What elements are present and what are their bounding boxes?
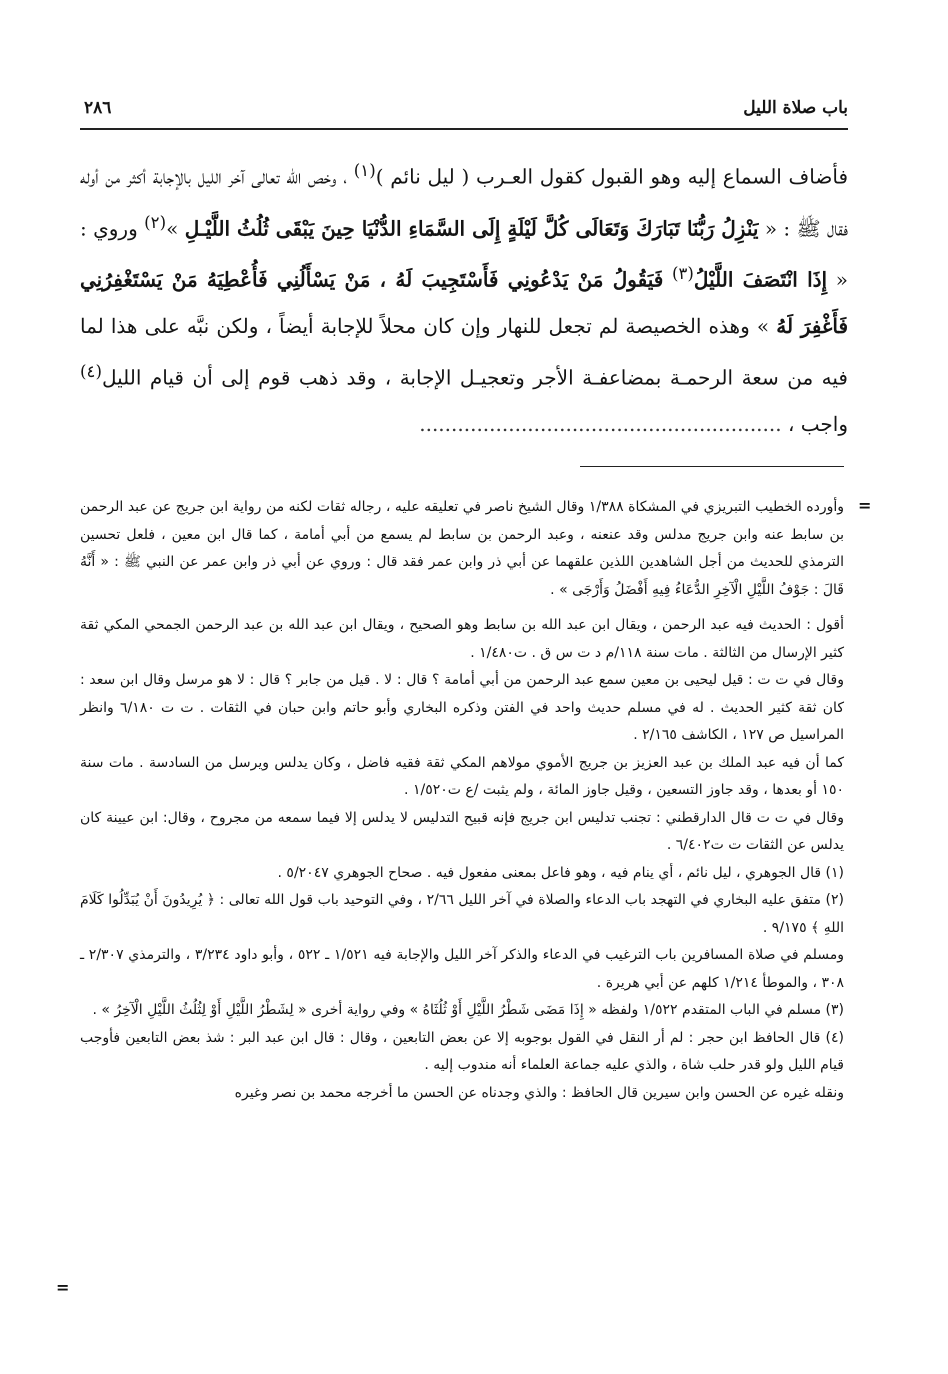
main-text (80, 148, 848, 447)
main-text-segment: واجب ، (787, 411, 848, 436)
main-text-segment: فأضاف السماع إليه وهو القبول كقول العـرب ( ليل نائم ) (375, 164, 849, 189)
hadith-quote: يَنْزِلُ رَبُّنَا تَبَارَكَ وَتَعَالَى كُلَّ لَيْلَةٍ إِلَى السَّمَاءِ الدُّنْيَا حِينَ يَبْقَى ثُلُثُ اللَّيْـلِ (184, 216, 759, 241)
footnote-marker-4: (٤) (80, 361, 102, 381)
footnote-paragraph: ومسلم في صلاة المسافرين باب الترغيب في الدعاء والذكر آخر الليل والإجابة فيه ١/٥٢١ ـ ٥٢٢ ، وأبو داود ٣/٢٣٤ ، والترمذي ٢/٣٠٧ ـ ٣٠٨ ، والموطأ ١/٢١٤ كلهم عن أبي هريرة . (80, 947, 844, 991)
footnote-4: (٤) قال الحافظ ابن حجر : لم أر النقل في القول بوجوبه إلا عن بعض التابعين ، وقال : قال ابن عبد البر : شذ بعض التابعين فأوجب قيام الليل ولو قدر حلب شاة ، والذي عليه جماعة العلماء أنه مندوب إليه . (80, 1029, 844, 1073)
footnote-2: (٢) متفق عليه البخاري في التهجد باب الدعاء والصلاة في آخر الليل ٢/٦٦ ، وفي التوحيد باب قول الله تعالى : ﴿ يُرِيدُونَ أَنْ يُبَدِّلُوا كَلَامَ اللهِ ﴾ ٩/١٧٥ . (80, 892, 844, 936)
footnote-paragraph: كما أن فيه عبد الملك بن عبد العزيز بن جريج الأموي مولاهم المكي ثقة فقيه فاضل ، وكان يدلس ويرسل من السادسة . مات سنة ١٥٠ أو بعدها ، وقد جاوز التسعين ، وقيل جاوز المائة ، ولم يثبت /ع ت١/٥٢٠ . (80, 754, 844, 798)
footnotes (80, 494, 844, 1107)
continuation-mark-bottom: = (56, 1278, 70, 1297)
footnote-paragraph: أقول : الحديث فيه عبد الرحمن ، ويقال ابن عبد الله بن سابط وهو الصحيح ، ويقال ابن عبد الله بن عبد الرحمن الجمحي المكي ثقة كثير الإرسال من الثالثة . مات سنة ١١٨/م د ت س ق . ت١/٤٨٠ . (80, 617, 844, 661)
footnote-paragraph: وأورده الخطيب التبريزي في المشكاة ١/٣٨٨ وقال الشيخ ناصر في تعليقه عليه ، رجاله ثقات لكنه من رواية ابن جريج عن عبد الرحمن بن سابط عنه وابن جريج مدلس وقد عنعنه ، وعبد الرحمن بن سابط لم يسمع من أبي أمامة ، كما قال ابن معين ، فلعل تحسين الترمذي للحديث من أجل الشاهدين اللذين علقهما عن أبي ذر وابن عمر فقد قال : وروي عن أبي ذر وابن عمر عن النبي ﷺ : « أَنَّهُ قَالَ : جَوْفُ اللَّيْلِ الْآخِرِ الدُّعَاءُ فِيهِ أَفْضَلُ وَأَرْجَى » . (80, 499, 844, 598)
hadith-quote: فَيَقُولُ مَنْ يَدْعُونِي فَأَسْتَجِيبَ لَهُ ، مَنْ يَسْأَلُنِي فَأُعْطِيَهُ مَنْ يَسْتَغْفِرُنِي فَأَغْفِرَ لَهُ (80, 267, 849, 338)
main-paragraph (80, 148, 848, 447)
running-header (80, 96, 848, 126)
footnote-1: (١) قال الجوهري ، ليل نائم ، أي ينام فيه ، وهو فاعل بمعنى مفعول فيه . صحاح الجوهري ٥/٢٠٤٧ . (277, 864, 844, 881)
main-text-segment: » (166, 216, 179, 241)
continuation-mark-top: = (858, 496, 872, 515)
footnote-paragraph: ونقله غيره عن الحسن وابن سيرين قال الحافظ : والذي وجدناه عن الحسن ما أخرجه محمد بن نصر وغيره (234, 1084, 844, 1101)
chapter-title: باب صلاة الليل (743, 98, 848, 118)
hadith-quote: إِذَا انْتَصَفَ اللَّيْلُ (693, 267, 828, 292)
continuation-dots: ......................................................... (419, 411, 782, 436)
main-text-segment: ، وخص الله تعالى آخر الليل بالإجابة أكثر من أوله فقال ﷺ : « (80, 164, 848, 241)
main-text-segment: » وهذه الخصيصة لم تجعل للنهار وإن كان محلاً للإجابة أيضاً ، ولكن نبَّه على هذا لما فيه من سعة الرحمـة بمضاعفـة الأجر وتعجيـل الإجابة ، وقد ذهب قوم إلى أن قيام الليل (80, 313, 848, 390)
footnote-3: (٣) مسلم في الباب المتقدم ١/٥٢٢ ولفظه « إِذَا مَضَى شَطْرُ اللَّيْلِ أَوْ ثُلُثَاهُ » وفي رواية أخرى « لِشَطْرُ اللَّيْلِ أَوْ لِثُلُثُ اللَّيْلِ الْآخِرُ » . (92, 1002, 844, 1018)
footnote-paragraph: وقال في ت ت قال الدارقطني : تجنب تدليس ابن جريج فإنه قبيح التدليس لا يدلس إلا فيما سمعه من مجروح ، وقال: ابن عيينة كان يدلس عن الثقات ت ت٦/٤٠٢ . (80, 809, 844, 853)
main-text-segment: وروي : « (80, 216, 849, 292)
footnote-marker-2: (٢) (144, 212, 167, 232)
header-rule (80, 128, 848, 130)
footnote-separator (580, 466, 844, 467)
page-number: ٢٨٦ (84, 98, 112, 118)
footnote-marker-1: (١) (353, 161, 376, 180)
footnote-paragraph: وقال في ت ت : قيل ليحيى بن معين سمع عبد الرحمن من أبي أمامة ؟ قال : لا . قيل من جابر ؟ قال : لا هو مرسل وقال ابن سعد : كان ثقة كثير الحديث . له في مسلم حديث واحد في الفتن وذكره البخاري وأبو حاتم وابن حبان في الثقات . ت ت ٦/١٨٠ وانظر المراسيل ص ١٢٧ ، الكاشف ٢/١٦٥ . (80, 672, 844, 743)
footnote-marker-3: (٣) (671, 264, 694, 284)
